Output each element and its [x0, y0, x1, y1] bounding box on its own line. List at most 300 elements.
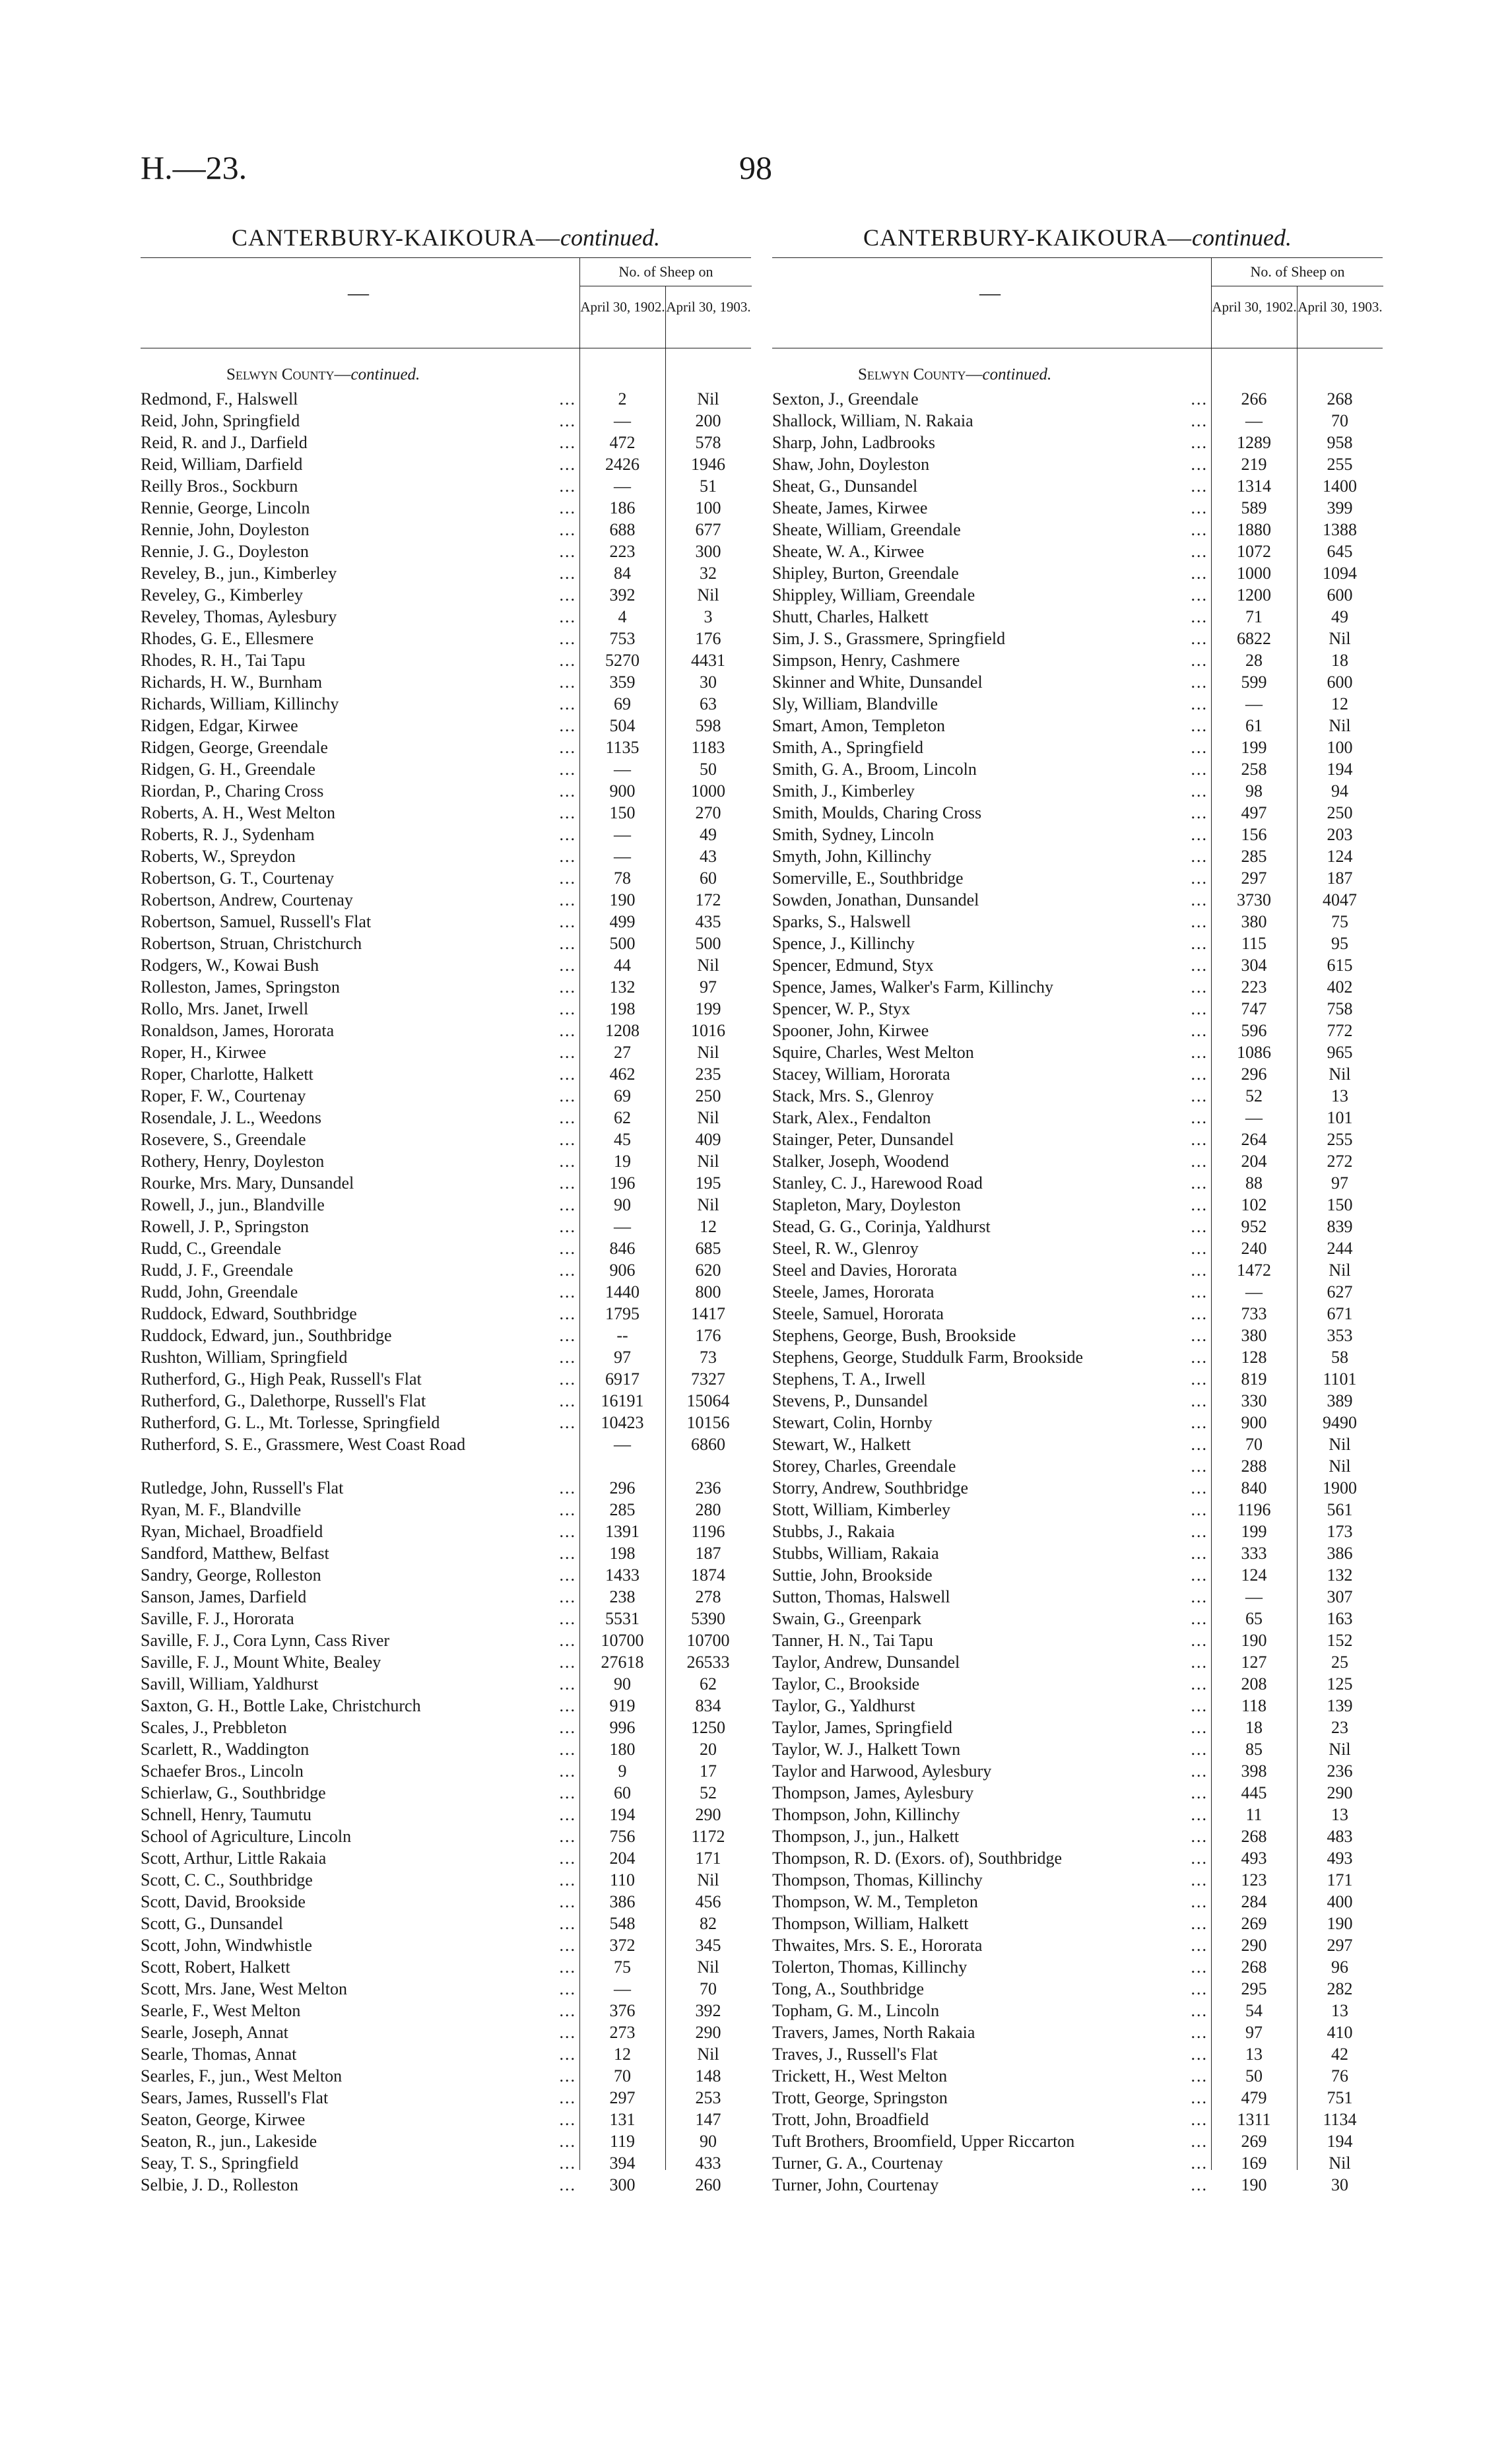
sheep-1902: 1440: [605, 1282, 640, 1301]
sheep-1903: 94: [1331, 781, 1348, 801]
sheep-1902: 1196: [1237, 1500, 1271, 1519]
sheep-1902: 132: [609, 977, 636, 997]
sheep-1902: 290: [1241, 1936, 1267, 1955]
table-row: [141, 1085, 751, 1107]
owner-name: Turner, G. A., Courtenay: [772, 2152, 1208, 2174]
table-row: [141, 1956, 751, 1978]
table-row: [772, 1129, 1383, 1150]
sheep-1903: Nil: [697, 585, 719, 605]
table-row: [772, 1956, 1383, 1978]
leader-dots: ...: [559, 2088, 576, 2107]
sheep-1903: 1134: [1323, 2110, 1357, 2129]
sheep-1902: 472: [609, 433, 636, 452]
leader-dots: ...: [559, 607, 576, 626]
owner-name: Shipley, Burton, Greendale: [772, 562, 1208, 584]
owner-name: Sly, William, Blandville: [772, 693, 1208, 715]
table-row: [141, 2021, 751, 2043]
sheep-1903: 500: [695, 934, 721, 953]
sheep-1902: 297: [609, 2088, 636, 2107]
sheep-1903: Nil: [697, 1195, 719, 1214]
owner-name: Swain, G., Greenpark: [772, 1608, 1208, 1629]
owner-name: Roberts, W., Spreydon: [141, 845, 576, 867]
sheep-1902: 12: [614, 2045, 631, 2064]
table-row: [772, 933, 1383, 954]
sheep-1903: 250: [695, 1086, 721, 1105]
table-row: [141, 1433, 751, 1477]
sheep-1902: 2: [618, 389, 627, 409]
sheep-1902: 70: [1245, 1435, 1263, 1454]
table-row: [141, 1368, 751, 1390]
leader-dots: ...: [559, 890, 576, 909]
owner-name: Seaton, R., jun., Lakeside: [141, 2130, 576, 2152]
sheep-1903: 43: [700, 847, 717, 866]
sheep-1902: 906: [609, 1261, 636, 1280]
sheep-1902: 392: [609, 585, 636, 605]
table-row: [772, 2021, 1383, 2043]
table-row: [772, 1433, 1383, 1455]
sheep-1903: 194: [1327, 2132, 1353, 2151]
leader-dots: ...: [559, 1500, 576, 1519]
owner-name: Skinner and White, Dunsandel: [772, 671, 1208, 693]
owner-name: Selbie, J. D., Rolleston: [141, 2174, 576, 2196]
owner-name: Squire, Charles, West Melton: [772, 1041, 1208, 1063]
sheep-1902: 900: [609, 781, 636, 801]
sheep-1903: 10700: [686, 1631, 730, 1650]
sheep-1902: 269: [1241, 2132, 1267, 2151]
table-row: [141, 715, 751, 737]
sheep-1903: 671: [1327, 1304, 1353, 1323]
leader-dots: ...: [559, 2110, 576, 2129]
leader-dots: ...: [1191, 1805, 1208, 1824]
sheep-1902: 819: [1241, 1369, 1267, 1389]
sheep-1903: 63: [700, 694, 717, 713]
owner-name: Rhodes, R. H., Tai Tapu: [141, 649, 576, 671]
sheep-1902: 69: [614, 1086, 631, 1105]
leader-dots: ...: [1191, 1065, 1208, 1084]
leader-dots: ...: [1191, 2088, 1208, 2107]
sheep-1902: 219: [1241, 455, 1267, 474]
table-row: [772, 1629, 1383, 1651]
leader-dots: ...: [559, 1936, 576, 1955]
table-row: [141, 519, 751, 541]
sheep-1902: 372: [609, 1936, 636, 1955]
sheep-1902: 504: [609, 716, 636, 735]
sheep-1903: 50: [700, 760, 717, 779]
owner-name: Saville, F. J., Mount White, Bealey: [141, 1651, 576, 1673]
table-row: [141, 867, 751, 889]
sheep-1902: 919: [609, 1696, 636, 1715]
leader-dots: ...: [559, 2132, 576, 2151]
sheep-1903: 7327: [691, 1369, 725, 1389]
owner-name: Roper, Charlotte, Halkett: [141, 1063, 576, 1085]
owner-name: Stewart, W., Halkett: [772, 1433, 1208, 1455]
sheep-1902: 90: [614, 1195, 631, 1214]
section-heading: Selwyn County—continued.: [858, 366, 1052, 383]
leader-dots: ...: [559, 2045, 576, 2064]
sheep-1902: 50: [1245, 2066, 1263, 2085]
table-row: [772, 475, 1383, 497]
sheep-1903: 147: [695, 2110, 721, 2129]
leader-dots: ...: [1191, 1892, 1208, 1911]
sheep-1903: 60: [700, 869, 717, 888]
leader-dots: ...: [1191, 1195, 1208, 1214]
leader-dots: ...: [559, 869, 576, 888]
owner-name: Smith, Moulds, Charing Cross: [772, 802, 1208, 824]
sheep-1903: 353: [1327, 1326, 1353, 1345]
table-row: [772, 758, 1383, 780]
table-row: [772, 649, 1383, 671]
table-row: [141, 933, 751, 954]
sheep-1903: 253: [695, 2088, 721, 2107]
owner-name: Taylor, G., Yaldhurst: [772, 1695, 1208, 1717]
table-row: [141, 1477, 751, 1499]
leader-dots: ...: [1191, 847, 1208, 866]
sheep-1902: 6917: [605, 1369, 640, 1389]
table-row: [141, 1760, 751, 1782]
owner-name: Saxton, G. H., Bottle Lake, Christchurch: [141, 1695, 576, 1717]
table-row: [772, 1695, 1383, 1717]
owner-name: Roper, H., Kirwee: [141, 1041, 576, 1063]
table-row: [141, 1063, 751, 1085]
sheep-1902: —: [614, 476, 631, 496]
table-row: [772, 1673, 1383, 1695]
leader-dots: ...: [1191, 781, 1208, 801]
table-row: [772, 780, 1383, 802]
sheep-1902: 150: [609, 803, 636, 822]
table-row: [772, 410, 1383, 432]
owner-name: Tuft Brothers, Broomfield, Upper Riccarton: [772, 2130, 1208, 2152]
sheep-1903: 1900: [1323, 1478, 1357, 1497]
sheep-1903: 82: [700, 1914, 717, 1933]
table-row: [772, 1150, 1383, 1172]
sheep-1902: 266: [1241, 389, 1267, 409]
sheep-1902: 124: [1241, 1565, 1267, 1585]
sheep-1902: 186: [609, 498, 636, 517]
sheep-1902: 115: [1241, 934, 1267, 953]
sheep-1902: 840: [1241, 1478, 1267, 1497]
table-row: [772, 1172, 1383, 1194]
leader-dots: ...: [559, 716, 576, 735]
table-row: [141, 1651, 751, 1673]
leader-dots: ...: [559, 455, 576, 474]
owner-name: Sheate, W. A., Kirwee: [772, 541, 1208, 562]
sheep-1902: 497: [1241, 803, 1267, 822]
table-row: [141, 1325, 751, 1346]
sheep-1903: 187: [695, 1544, 721, 1563]
table-row: [141, 410, 751, 432]
table-row: [141, 1564, 751, 1586]
sheep-1902: 500: [609, 934, 636, 953]
sheep-1903: 90: [700, 2132, 717, 2151]
name-column-header: —: [979, 280, 1001, 304]
table-row: [141, 1129, 751, 1150]
sheep-1903: 101: [1327, 1108, 1353, 1127]
sheep-1903: 195: [695, 1173, 721, 1193]
leader-dots: ...: [1191, 1152, 1208, 1171]
leader-dots: ...: [559, 1173, 576, 1193]
sheep-1902: 268: [1241, 1957, 1267, 1977]
sheep-1903: 402: [1327, 977, 1353, 997]
owner-name: Spencer, Edmund, Styx: [772, 954, 1208, 976]
leader-dots: ...: [1191, 1653, 1208, 1672]
sheep-1903: 1196: [691, 1522, 725, 1541]
leader-dots: ...: [1191, 1413, 1208, 1432]
sheep-1903: 100: [1327, 738, 1353, 757]
sheep-1902: 1072: [1237, 542, 1271, 561]
owner-name: Stewart, Colin, Hornby: [772, 1412, 1208, 1433]
leader-dots: ...: [559, 1957, 576, 1977]
owner-name: Shallock, William, N. Rakaia: [772, 410, 1208, 432]
table-header: [772, 257, 1383, 348]
table-row: [772, 453, 1383, 475]
table-row: [141, 649, 751, 671]
table-row: [141, 1150, 751, 1172]
table-row: [772, 1913, 1383, 1934]
sheep-1903: 200: [695, 411, 721, 430]
leader-dots: ...: [1191, 694, 1208, 713]
owner-name: Schierlaw, G., Southbridge: [141, 1782, 576, 1804]
table-row: [772, 1412, 1383, 1433]
table-row: [772, 1499, 1383, 1521]
owner-name: Reveley, Thomas, Aylesbury: [141, 606, 576, 628]
table-row: [141, 1913, 751, 1934]
sheep-1902: 493: [1241, 1849, 1267, 1868]
table-row: [141, 562, 751, 584]
sheep-1902: 1472: [1237, 1261, 1271, 1280]
sheep-1903: 278: [695, 1587, 721, 1606]
owner-name: School of Agriculture, Lincoln: [141, 1825, 576, 1847]
leader-dots: ...: [1191, 1261, 1208, 1280]
table-row: [772, 889, 1383, 911]
leader-dots: ...: [1191, 1173, 1208, 1193]
table-row: [141, 889, 751, 911]
sheep-1902: 27: [614, 1043, 631, 1062]
table-row: [772, 1194, 1383, 1216]
sheep-1902: 60: [614, 1783, 631, 1802]
owner-name: Rutherford, G., Dalethorpe, Russell's Flat: [141, 1390, 576, 1412]
sheep-1902: 90: [614, 1674, 631, 1693]
leader-dots: ...: [1191, 1326, 1208, 1345]
leader-dots: ...: [1191, 1674, 1208, 1693]
owner-name: Stevens, P., Dunsandel: [772, 1390, 1208, 1412]
sheep-1902: 75: [614, 1957, 631, 1977]
owner-name: Stephens, George, Bush, Brookside: [772, 1325, 1208, 1346]
sheep-1903: 620: [695, 1261, 721, 1280]
sheep-1902: 3730: [1237, 890, 1271, 909]
sheep-1902: 394: [609, 2153, 636, 2173]
sheep-1902: 198: [609, 999, 636, 1018]
sheep-1902: —: [1245, 411, 1263, 430]
table-row: [141, 1020, 751, 1041]
sheep-1902: 269: [1241, 1914, 1267, 1933]
leader-dots: ...: [1191, 1587, 1208, 1606]
table-row: [141, 1934, 751, 1956]
table-row: [141, 2065, 751, 2087]
sheep-1903: 1388: [1323, 520, 1357, 539]
table-row: [141, 1194, 751, 1216]
sheep-1902: 479: [1241, 2088, 1267, 2107]
sheep-1902: 296: [1241, 1065, 1267, 1084]
sheep-1902: 208: [1241, 1674, 1267, 1693]
sheep-1902: 88: [1245, 1173, 1263, 1193]
table-row: [141, 1259, 751, 1281]
leader-dots: ...: [559, 1979, 576, 1998]
sheep-1903: 290: [695, 1805, 721, 1824]
leader-dots: ...: [1191, 1500, 1208, 1519]
leader-dots: ...: [559, 1892, 576, 1911]
sheep-1902: 380: [1241, 912, 1267, 931]
sheep-1902: 589: [1241, 498, 1267, 517]
table-row: [772, 1608, 1383, 1629]
leader-dots: ...: [1191, 498, 1208, 517]
table-row: [772, 388, 1383, 410]
leader-dots: ...: [559, 1195, 576, 1214]
table-row: [141, 824, 751, 845]
sheep-1902: 548: [609, 1914, 636, 1933]
sheep-1903: Nil: [1329, 1435, 1351, 1454]
sheep-1903: 97: [700, 977, 717, 997]
leader-dots: ...: [559, 1631, 576, 1650]
sheep-1903: 17: [700, 1761, 717, 1781]
sheep-1902: 131: [609, 2110, 636, 2129]
table-row: [772, 802, 1383, 824]
sheep-1902: 102: [1241, 1195, 1267, 1214]
sheep-1903: 23: [1331, 1718, 1348, 1737]
sheep-1903: 1417: [691, 1304, 725, 1323]
owner-name: Scarlett, R., Waddington: [141, 1738, 576, 1760]
sheep-1902: —: [614, 847, 631, 866]
sheep-1902: 238: [609, 1587, 636, 1606]
owner-name: Richards, H. W., Burnham: [141, 671, 576, 693]
table-row: [772, 954, 1383, 976]
owner-name: Somerville, E., Southbridge: [772, 867, 1208, 889]
sheep-1902: 198: [609, 1544, 636, 1563]
leader-dots: ...: [1191, 1457, 1208, 1476]
leader-dots: ...: [1191, 803, 1208, 822]
sheep-1902: 45: [614, 1130, 631, 1149]
table-row: [141, 1346, 751, 1368]
sheep-1902: 180: [609, 1740, 636, 1759]
leader-dots: ...: [559, 651, 576, 670]
owner-name: Robertson, Andrew, Courtenay: [141, 889, 576, 911]
leader-dots: ...: [559, 1326, 576, 1345]
sheep-1902: 28: [1245, 651, 1263, 670]
table-row: [141, 1107, 751, 1129]
sheep-1902: —: [614, 411, 631, 430]
sheep-1902: 996: [609, 1718, 636, 1737]
table-row: [141, 1499, 751, 1521]
leader-dots: ...: [559, 389, 576, 409]
leader-dots: ...: [1191, 2066, 1208, 2085]
owner-name: Schaefer Bros., Lincoln: [141, 1760, 576, 1782]
sheep-1903: Nil: [697, 1870, 719, 1889]
owner-name: Sanson, James, Darfield: [141, 1586, 576, 1608]
leader-dots: ...: [1191, 1609, 1208, 1628]
owner-name: Stott, William, Kimberley: [772, 1499, 1208, 1521]
sheep-1903: 561: [1327, 1500, 1353, 1519]
leader-dots: ...: [559, 1914, 576, 1933]
leader-dots: ...: [559, 738, 576, 757]
owner-name: Redmond, F., Halswell: [141, 388, 576, 410]
sheep-1902: 65: [1245, 1609, 1263, 1628]
sheep-1903: 70: [700, 1979, 717, 1998]
owner-name: Spooner, John, Kirwee: [772, 1020, 1208, 1041]
sheep-1902: 1795: [605, 1304, 640, 1323]
leader-dots: ...: [1191, 1108, 1208, 1127]
sheep-1902: 4: [618, 607, 627, 626]
leader-dots: ...: [559, 760, 576, 779]
owner-name: Reveley, G., Kimberley: [141, 584, 576, 606]
owner-name: Sutton, Thomas, Halswell: [772, 1586, 1208, 1608]
leader-dots: ...: [1191, 2153, 1208, 2173]
table-row: [772, 1107, 1383, 1129]
sheep-1902: 10700: [601, 1631, 644, 1650]
owner-name: Richards, William, Killinchy: [141, 693, 576, 715]
sheep-1903: 32: [700, 564, 717, 583]
owner-name: Trickett, H., West Melton: [772, 2065, 1208, 2087]
table-row: [772, 2152, 1383, 2174]
sheep-1902: 127: [1241, 1653, 1267, 1672]
leader-dots: ...: [1191, 1761, 1208, 1781]
table-body: [141, 348, 751, 2194]
sheep-1902: 756: [609, 1827, 636, 1846]
table-row: [141, 541, 751, 562]
col-1902-header: April 30, 1902.: [1211, 286, 1297, 348]
sheep-1903: Nil: [697, 2045, 719, 2064]
sheep-1903: 627: [1327, 1282, 1353, 1301]
owner-name: Turner, John, Courtenay: [772, 2174, 1208, 2196]
sheep-1903: 139: [1327, 1696, 1353, 1715]
sheep-1903: 1874: [691, 1565, 725, 1585]
sheep-1903: 290: [695, 2023, 721, 2042]
sheep-1903: 150: [1327, 1195, 1353, 1214]
sheep-1902: 288: [1241, 1457, 1267, 1476]
table-row: [772, 976, 1383, 998]
leader-dots: ...: [1191, 389, 1208, 409]
sheep-1903: 255: [1327, 455, 1353, 474]
table-row: [141, 1542, 751, 1564]
sheep-1903: 235: [695, 1065, 721, 1084]
leader-dots: ...: [559, 847, 576, 866]
sheep-1903: 578: [695, 433, 721, 452]
leader-dots: ...: [1191, 1914, 1208, 1933]
owner-name: Rosevere, S., Greendale: [141, 1129, 576, 1150]
sheep-1903: Nil: [1329, 1065, 1351, 1084]
sheep-1903: 125: [1327, 1674, 1353, 1693]
owner-name: Stack, Mrs. S., Glenroy: [772, 1085, 1208, 1107]
owner-name: Stead, G. G., Corinja, Yaldhurst: [772, 1216, 1208, 1237]
sheep-1903: 1250: [691, 1718, 725, 1737]
leader-dots: ...: [1191, 476, 1208, 496]
owner-name: Taylor, C., Brookside: [772, 1673, 1208, 1695]
sheep-1902: 61: [1245, 716, 1263, 735]
sheep-1903: 493: [1327, 1849, 1353, 1868]
table-row: [772, 867, 1383, 889]
sheep-1903: 255: [1327, 1130, 1353, 1149]
leader-dots: ...: [559, 1108, 576, 1127]
sheep-1903: Nil: [1329, 2153, 1351, 2173]
leader-dots: ...: [559, 1870, 576, 1889]
leader-dots: ...: [559, 934, 576, 953]
owner-name: Smyth, John, Killinchy: [772, 845, 1208, 867]
sheep-1903: 52: [700, 1783, 717, 1802]
owner-name: Rollo, Mrs. Janet, Irwell: [141, 998, 576, 1020]
table-row: [772, 541, 1383, 562]
table-row: [141, 453, 751, 475]
table-row: [141, 1673, 751, 1695]
sheep-1902: 54: [1245, 2001, 1263, 2020]
table-row: [772, 1455, 1383, 1477]
